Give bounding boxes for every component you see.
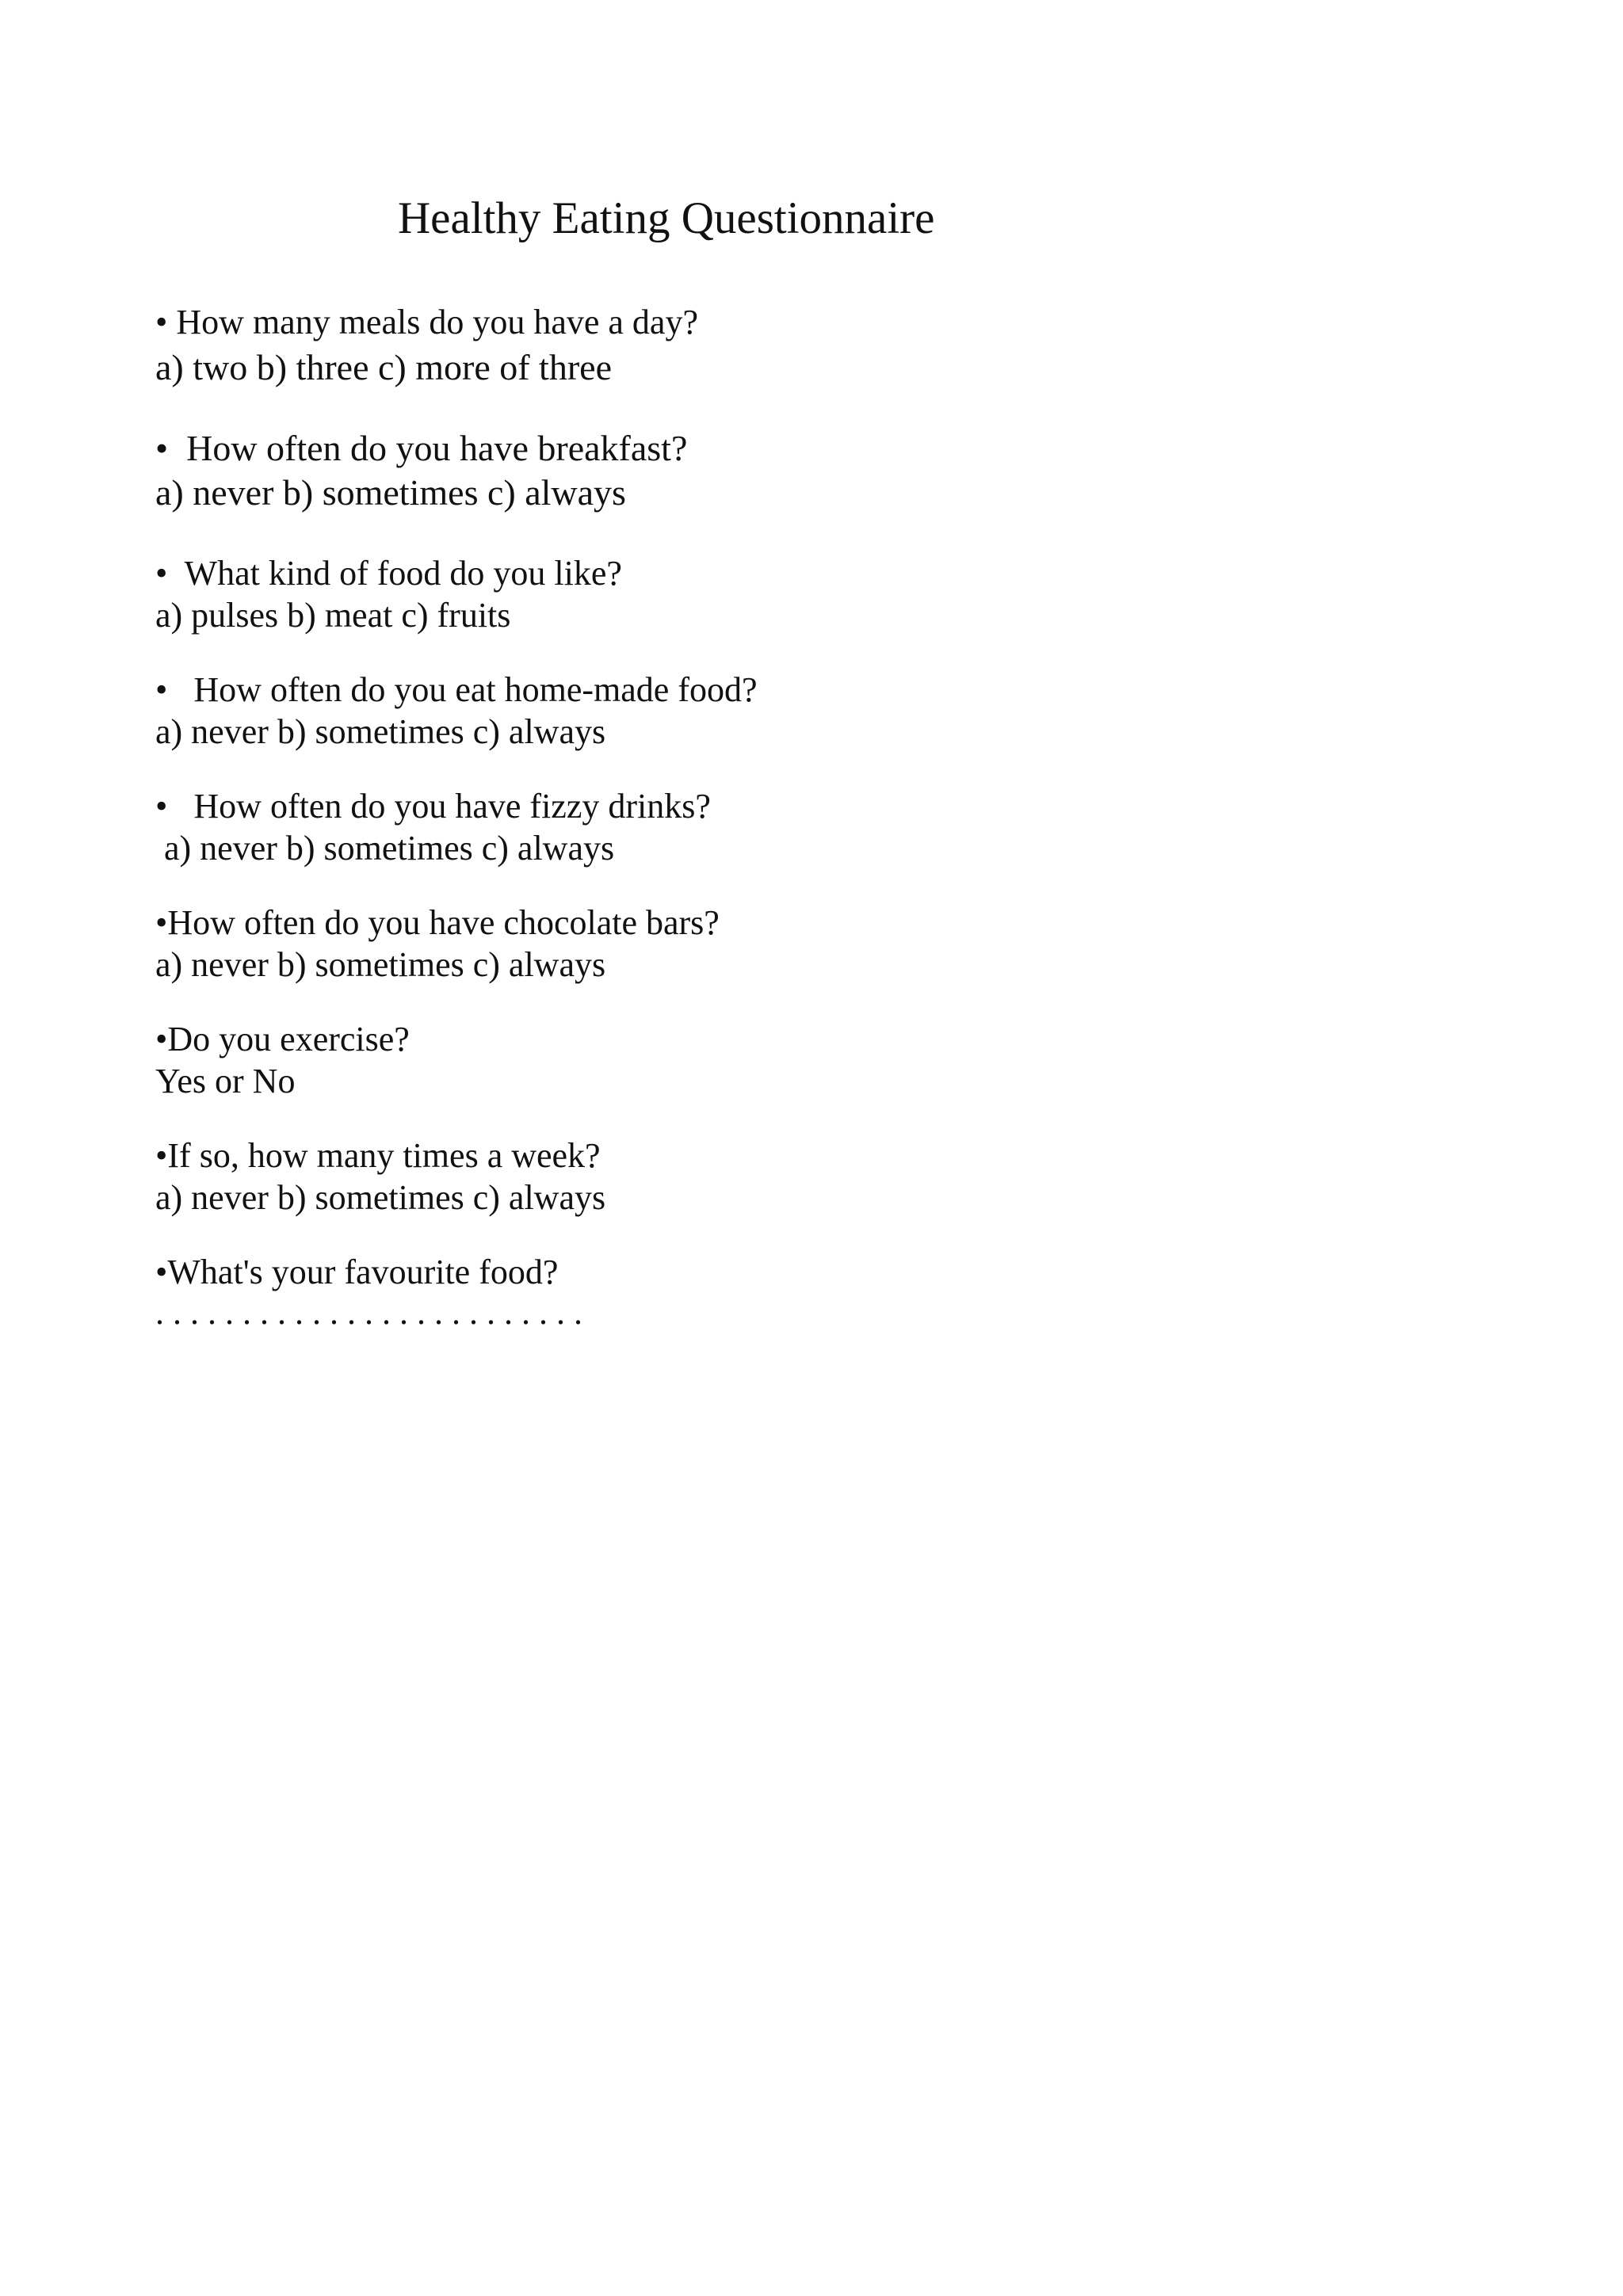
answer-3: a) pulses b) meat c) fruits: [155, 596, 511, 635]
question-6: •How often do you have chocolate bars?: [155, 903, 720, 942]
answer-8: a) never b) sometimes c) always: [155, 1178, 606, 1217]
answer-7: Yes or No: [155, 1062, 296, 1100]
question-8: •If so, how many times a week?: [155, 1136, 601, 1175]
answer-6: a) never b) sometimes c) always: [155, 945, 606, 984]
answer-4: a) never b) sometimes c) always: [155, 712, 606, 751]
page-title: Healthy Eating Questionnaire: [398, 193, 935, 243]
answer-5: a) never b) sometimes c) always: [155, 829, 615, 868]
question-3: • What kind of food do you like?: [155, 554, 622, 593]
answer-9-blank-line: . . . . . . . . . . . . . . . . . . . . . . . . .: [155, 1293, 582, 1332]
question-4: • How often do you eat home-made food?: [155, 670, 758, 709]
answer-1: a) two b) three c) more of three: [155, 347, 612, 387]
question-1: • How many meals do you have a day?: [155, 303, 698, 341]
question-5: • How often do you have fizzy drinks?: [155, 787, 711, 826]
question-9: •What's your favourite food?: [155, 1253, 559, 1291]
question-2: • How often do you have breakfast?: [155, 428, 688, 468]
answer-2: a) never b) sometimes c) always: [155, 472, 626, 513]
question-7: •Do you exercise?: [155, 1020, 410, 1058]
